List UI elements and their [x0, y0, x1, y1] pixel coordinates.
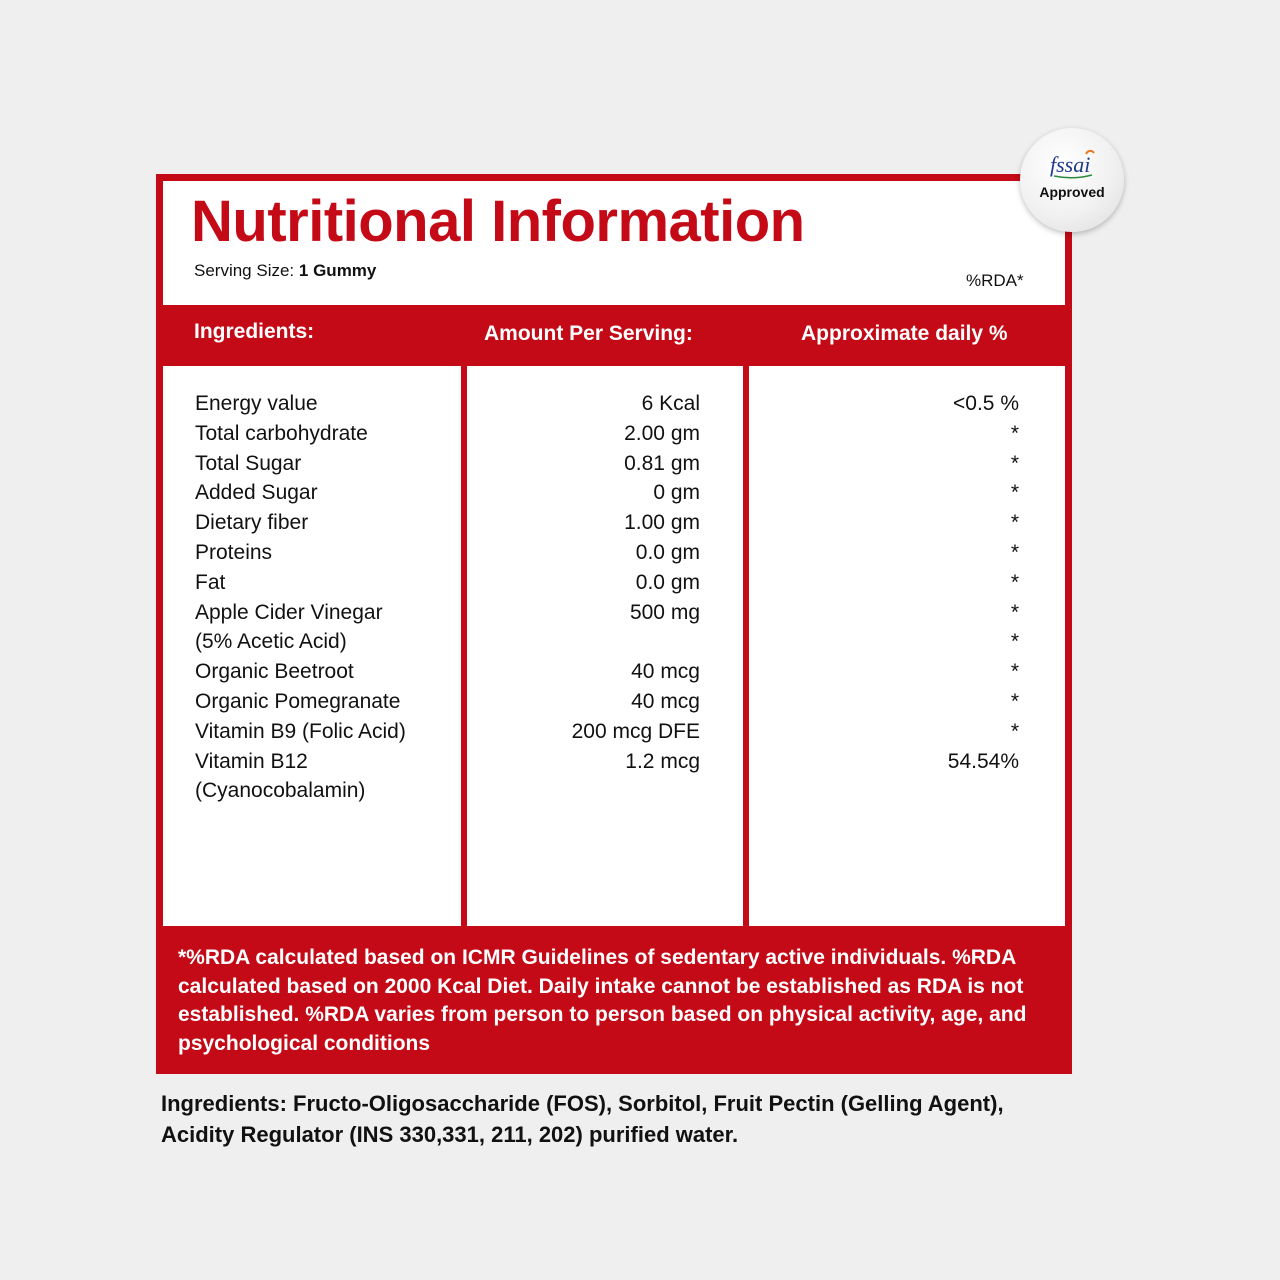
- fssai-seal-icon: [1020, 128, 1124, 232]
- ingredient-name: Vitamin B9 (Folic Acid): [195, 719, 406, 743]
- amount-value: 1.2 mcg: [625, 749, 700, 773]
- rda-label: %RDA*: [966, 271, 1024, 290]
- daily-percent-value: 54.54%: [947, 749, 1019, 773]
- fssai-logo-text: fssai: [1050, 152, 1091, 177]
- daily-percent-value: *: [1010, 630, 1019, 654]
- amount-value: 2.00 gm: [624, 421, 700, 445]
- ingredient-name: Energy value: [195, 392, 318, 415]
- ingredient-name: Dietary fiber: [195, 511, 309, 535]
- column-header-amount: Amount Per Serving:: [484, 322, 693, 345]
- amount-value: 0 gm: [653, 481, 700, 505]
- ingredient-name: Organic Beetroot: [195, 660, 354, 684]
- ingredient-name: (Cyanocobalamin): [195, 779, 366, 803]
- daily-percent-value: *: [1010, 719, 1019, 743]
- ingredient-name: Apple Cider Vinegar: [195, 600, 383, 624]
- daily-percent-value: *: [1010, 421, 1019, 445]
- daily-percent-value: *: [1010, 511, 1019, 535]
- daily-percent-value: *: [1010, 570, 1019, 594]
- amount-value: 40 mcg: [631, 689, 700, 713]
- ingredients-text: Ingredients: Fructo-Oligosaccharide (FOS), Sorbitol, Fruit Pectin (Gelling Agent), Acidity Regulator (INS 330,331, 211, 202) purified water.: [161, 1091, 1004, 1147]
- amount-value: 0.0 gm: [635, 540, 700, 564]
- amount-value: 40 mcg: [631, 660, 700, 684]
- amount-value: [480, 776, 700, 806]
- amount-value: 1.00 gm: [624, 511, 700, 535]
- ingredient-name: Total carbohydrate: [195, 421, 368, 445]
- amount-value: [480, 627, 700, 657]
- amount-list: [480, 389, 700, 806]
- seal-label: Approved: [1039, 184, 1105, 200]
- serving-size: [194, 261, 376, 281]
- daily-percent-value: [800, 776, 1019, 806]
- amount-value: 200 mcg DFE: [571, 719, 700, 743]
- daily-percent-value: *: [1010, 540, 1019, 564]
- ingredient-name: Organic Pomegranate: [195, 689, 401, 713]
- daily-percent-value: *: [1010, 451, 1019, 475]
- serving-value: 1 Gummy: [298, 261, 377, 280]
- amount-value: 0.0 gm: [635, 570, 700, 594]
- footnote-text: *%RDA calculated based on ICMR Guidelines of sedentary active individuals. %RDA calculated based on 2000 Kcal Diet. Daily intake cannot be established as RDA is not established. %RDA varies from person to person based on physical activity, age, and psychological conditions: [178, 946, 1027, 1055]
- daily-percent-value: *: [1010, 660, 1019, 684]
- column-header-daily: Approximate daily %: [801, 322, 1008, 345]
- daily-percent-value: *: [1010, 481, 1019, 505]
- serving-label: Serving Size:: [194, 261, 295, 280]
- ingredient-name: Added Sugar: [195, 481, 318, 505]
- amount-value: 6 Kcal: [641, 392, 700, 415]
- daily-percent-value: *: [1010, 689, 1019, 713]
- ingredient-name: Vitamin B12: [195, 749, 308, 773]
- fssai-logo-icon: [1048, 148, 1098, 182]
- page-title: Nutritional Information: [191, 189, 805, 254]
- ingredient-name: (5% Acetic Acid): [195, 630, 347, 654]
- ingredient-name-list: [195, 389, 406, 806]
- ingredient-name: Fat: [195, 570, 226, 594]
- ingredient-name: Proteins: [195, 540, 273, 564]
- ingredient-name: Total Sugar: [195, 451, 302, 475]
- daily-percent-value: *: [1010, 600, 1019, 624]
- daily-percent-value: <0.5 %: [953, 392, 1019, 415]
- daily-percent-list: [800, 389, 1019, 806]
- amount-value: 500 mg: [629, 600, 700, 624]
- column-header-ingredients: Ingredients:: [194, 320, 315, 343]
- amount-value: 0.81 gm: [624, 451, 700, 475]
